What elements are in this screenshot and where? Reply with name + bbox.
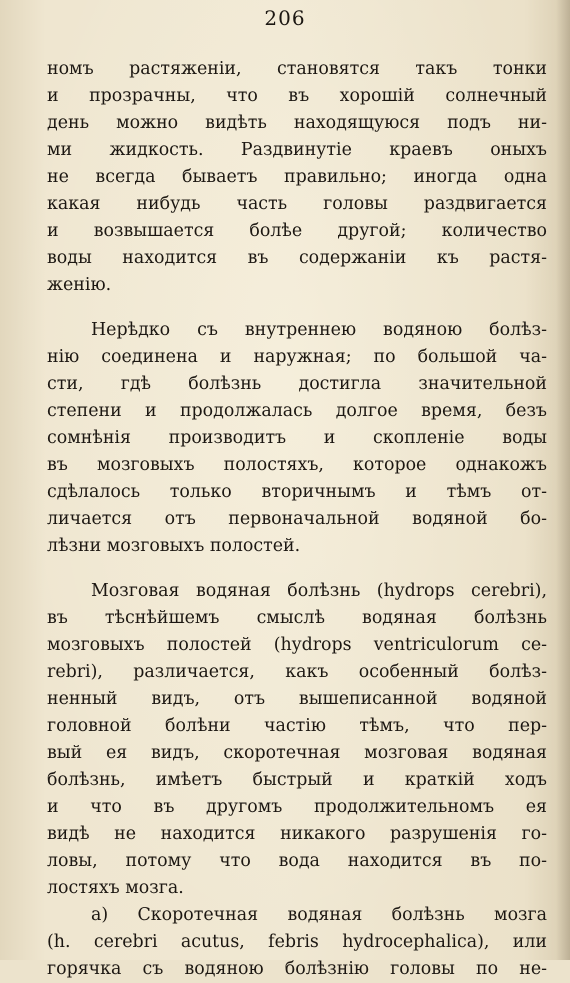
text-line: степени и продолжалась долгое время, безъ: [47, 401, 547, 421]
text-line: горячка съ водяною болѣзнію головы по не-: [47, 959, 547, 979]
text-line: и прозрачны, что въ хорошій солнечный: [47, 86, 547, 106]
text-line: лостяхъ мозга.: [47, 878, 184, 898]
text-line: а) Скоротечная водяная болѣзнь мозга: [91, 905, 547, 925]
text-line: и что въ другомъ продолжительномъ ея: [47, 797, 547, 817]
text-line: болѣзнь, имѣетъ быстрый и краткій ходъ: [47, 770, 547, 790]
text-line: мозговыхъ полостей (hydrops ventriculorum ce-: [47, 635, 547, 655]
paragraph-gap: [47, 560, 547, 578]
page-edge-shadow: [556, 0, 570, 960]
text-line: не всегда бываетъ правильно; иногда одна: [47, 167, 547, 187]
text-line: сомнѣнія производитъ и скопленіе воды: [47, 428, 547, 448]
text-line: сти, гдѣ болѣзнь достигла значительной: [47, 374, 547, 394]
text-line: видѣ не находится никакого разрушенія го-: [47, 824, 547, 844]
body-text: [47, 56, 547, 983]
text-line: и возвышается болѣе другой; количество: [47, 221, 547, 241]
text-line: воды находится въ содержаніи къ растя-: [47, 248, 547, 268]
paragraph: [47, 578, 547, 983]
paragraph: [47, 317, 547, 560]
text-line: лѣзни мозговыхъ полостей.: [47, 536, 301, 556]
text-line: головной болѣни частію тѣмъ, что пер-: [47, 716, 547, 736]
text-line: номъ растяженіи, становятся такъ тонки: [47, 59, 547, 79]
text-line: сдѣлалось только вторичнымъ и тѣмъ от-: [47, 482, 547, 502]
text-line: въ мозговыхъ полостяхъ, которое однакожъ: [47, 455, 547, 475]
page-number: 206: [264, 6, 306, 30]
text-line: вый ея видъ, скоротечная мозговая водяная: [47, 743, 547, 763]
text-line: (h. cerebri acutus, febris hydrocephalica), или: [47, 932, 547, 952]
text-line: Мозговая водяная болѣзнь (hydrops cerebri),: [91, 581, 547, 601]
text-line: личается отъ первоначальной водяной бо-: [47, 509, 547, 529]
text-line: день можно видѣть находящуюся подъ ни-: [47, 113, 547, 133]
text-line: женію.: [47, 275, 112, 295]
text-line: rebri), различается, какъ особенный болѣз-: [47, 662, 547, 682]
paragraph: [47, 56, 547, 299]
paragraph-gap: [47, 299, 547, 317]
text-line: нію соединена и наружная; по большой ча-: [47, 347, 547, 367]
text-line: ми жидкость. Раздвинутіе краевъ оныхъ: [47, 140, 547, 160]
text-line: какая нибудь часть головы раздвигается: [47, 194, 547, 214]
text-line: въ тѣснѣйшемъ смыслѣ водяная болѣзнь: [47, 608, 547, 628]
text-line: ненный видъ, отъ вышеписанной водяной: [47, 689, 547, 709]
text-line: ловы, потому что вода находится въ по-: [47, 851, 547, 871]
text-line: Нерѣдко съ внутреннею водяною болѣз-: [91, 320, 547, 340]
